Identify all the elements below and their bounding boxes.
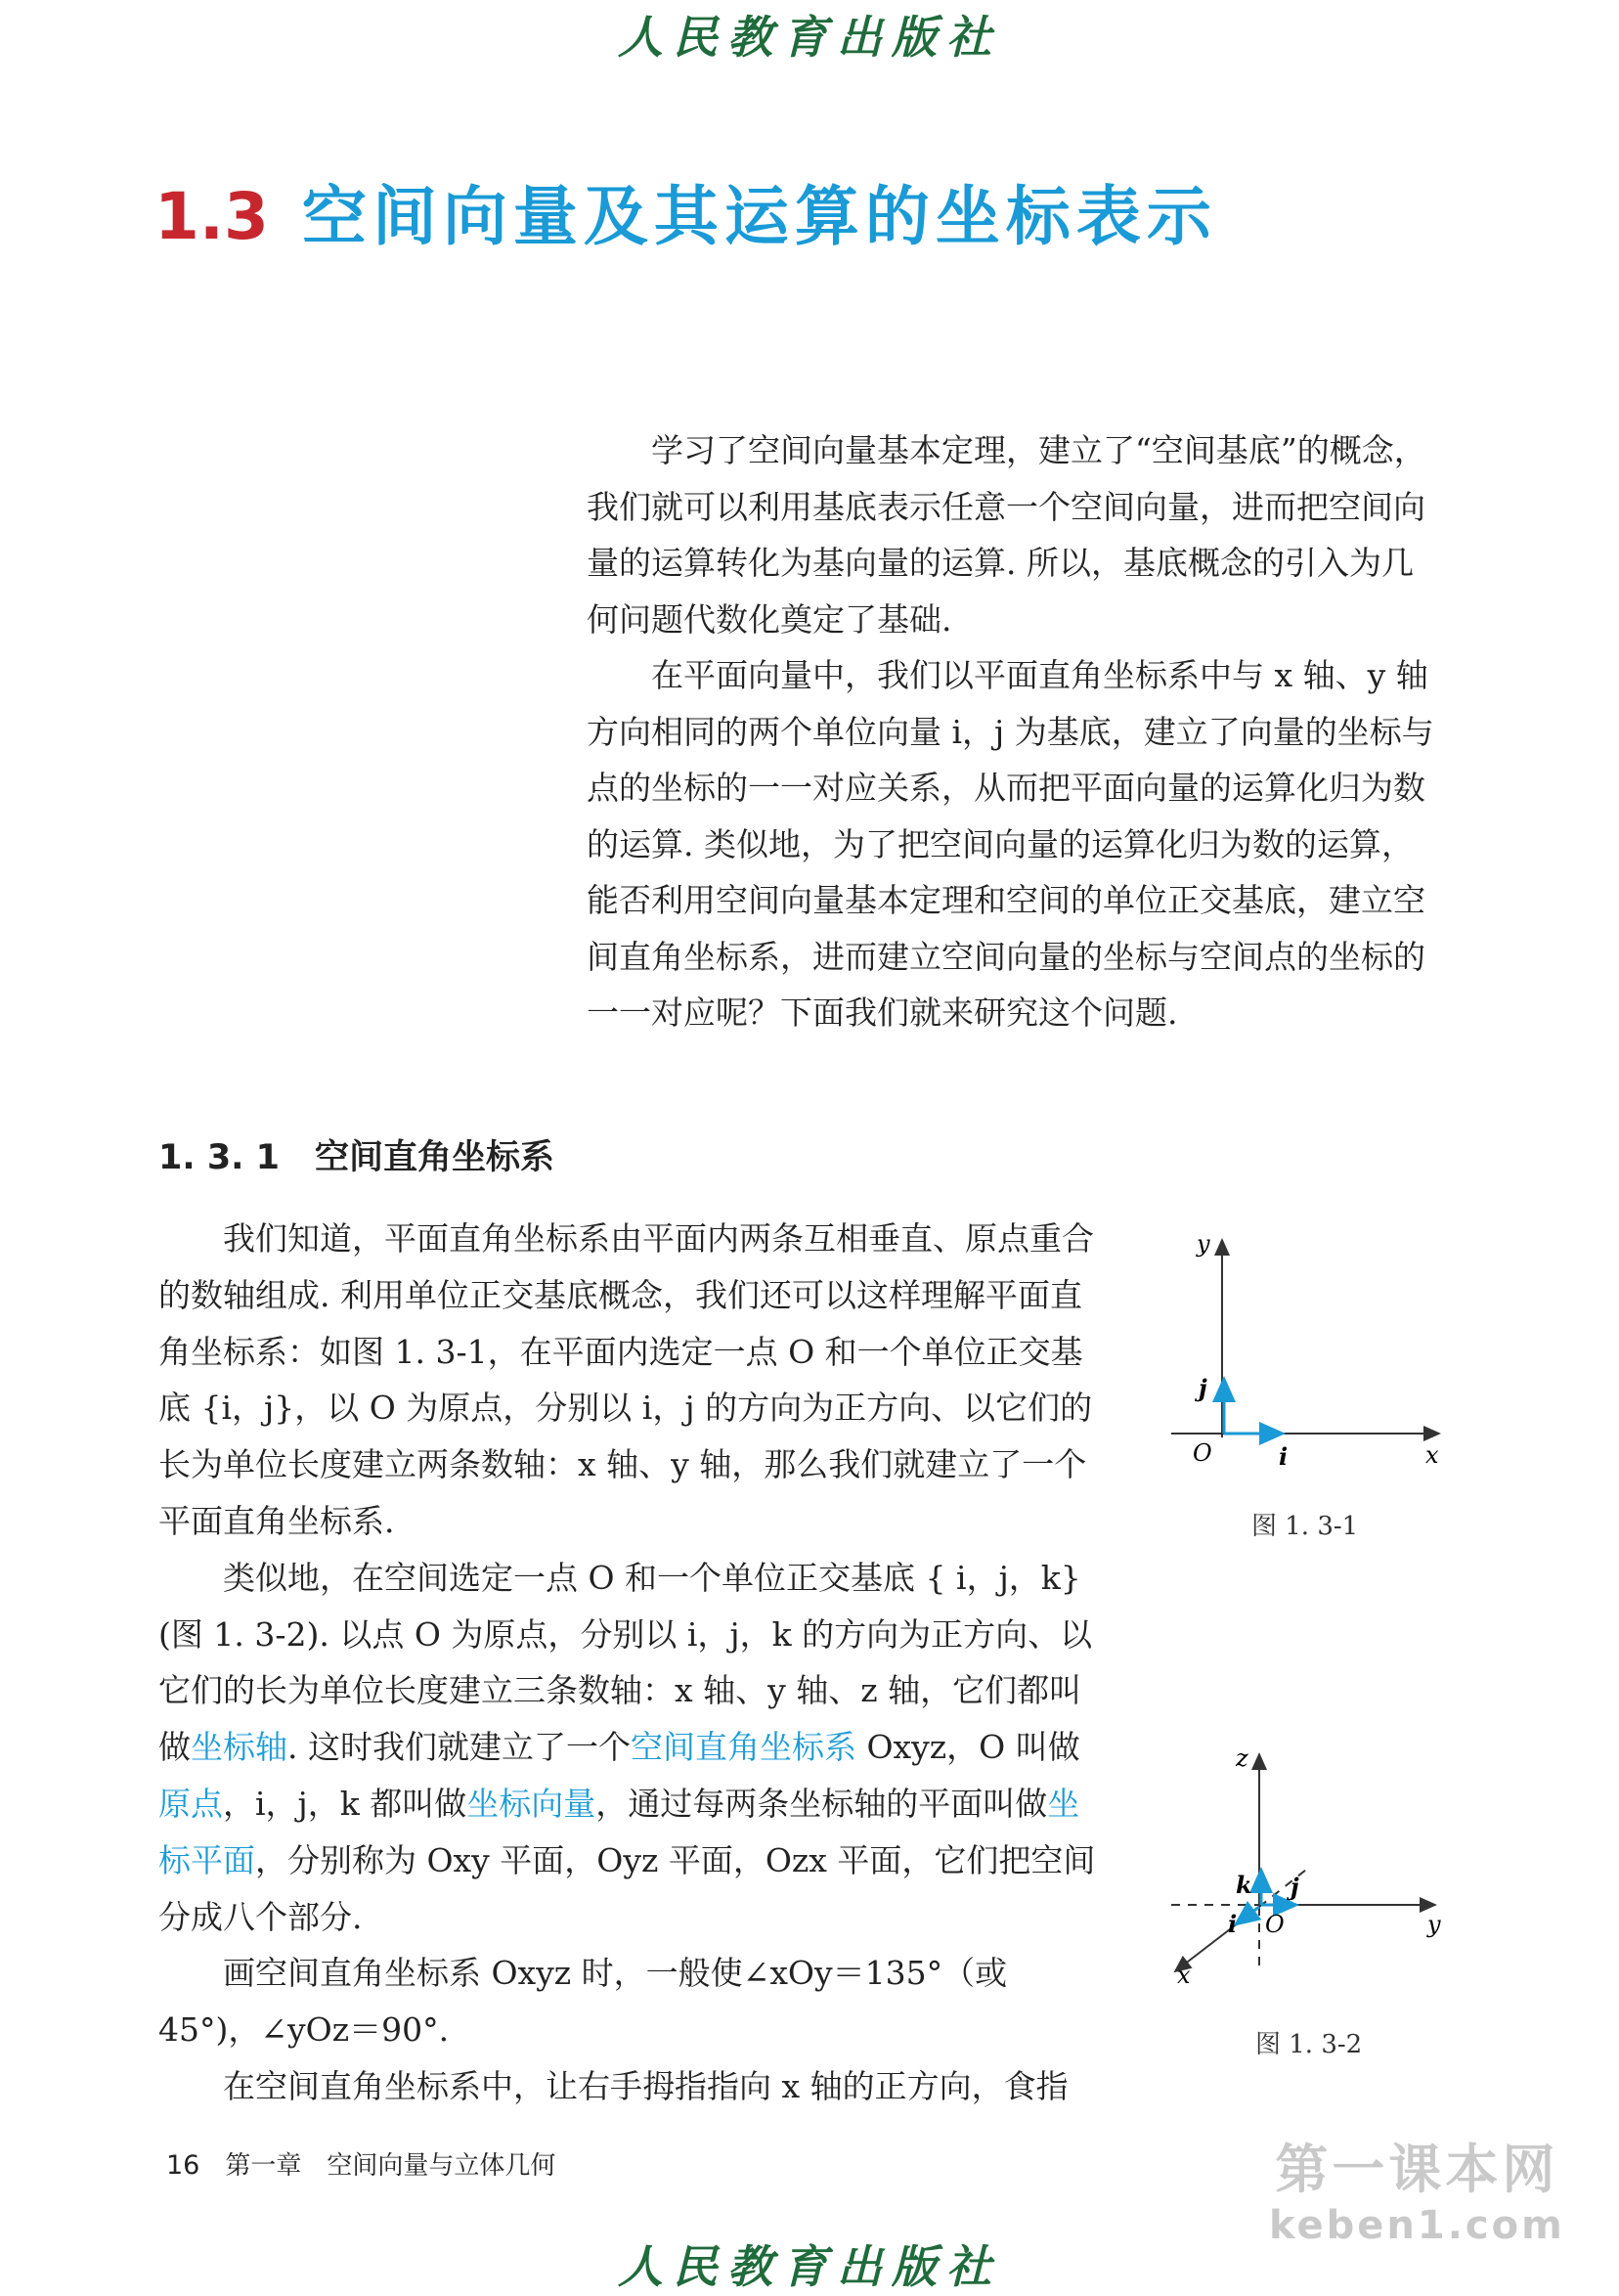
body-paragraph-3: 画空间直角坐标系 Oxyz 时，一般使∠xOy＝135°（或 45°)，∠yOz＝90°. — [158, 1954, 1008, 2050]
text-run: ，通过每两条坐标轴的平面叫做 — [595, 1784, 1048, 1823]
j-label: j — [1199, 1374, 1207, 1402]
section-number: 1.3 — [154, 179, 269, 254]
subsection-number: 1. 3. 1 — [158, 1138, 281, 1177]
figure-1-3-1 — [1154, 1222, 1457, 1541]
origin-label: O — [1193, 1439, 1212, 1467]
subsection-heading — [158, 1130, 554, 1179]
page-footer — [166, 2145, 555, 2182]
body-paragraph-2 — [158, 1550, 1109, 1946]
watermark-line-2: keben1.com — [1269, 2203, 1565, 2248]
k-label: k — [1236, 1871, 1252, 1899]
term-coordinate-axis: 坐标轴 — [191, 1728, 287, 1767]
figure-1-3-2-caption: 图 1. 3-2 — [1255, 2030, 1363, 2059]
body-block — [158, 1211, 1109, 2115]
term-coordinate-system: 空间直角坐标系 — [630, 1728, 856, 1767]
figure-1-3-2 — [1154, 1731, 1457, 2059]
watermark-line-1: 第一课本网 — [1275, 2139, 1559, 2200]
chapter-title: 第一章 空间向量与立体几何 — [225, 2151, 556, 2181]
intro-block — [587, 422, 1437, 1041]
text-run: ，分别称为 Oxy 平面，Oyz 平面，Ozx 平面，它们把空间分成八个部分. — [158, 1840, 1096, 1936]
publisher-logo-bottom: 人民教育出版社 — [618, 2240, 1001, 2293]
figure-1-3-2-diagram — [1154, 1731, 1457, 1985]
text-run: ，i，j，k 都叫做 — [223, 1784, 467, 1823]
subsection-title: 空间直角坐标系 — [315, 1138, 555, 1177]
x-axis-negative — [1259, 1870, 1306, 1907]
i-label: i — [1279, 1442, 1289, 1467]
watermark — [1269, 2128, 1565, 2248]
section-heading — [154, 164, 1217, 257]
publisher-logo-top: 人民教育出版社 — [618, 11, 1001, 64]
i-label: i — [1228, 1910, 1238, 1938]
text-run: 类似地，在空间选定一点 O 和一个单位正交基底 { i，j，k} (图 1. 3-2). 以点 O 为原点，分别以 i，j，k 的方向为正方向、以它们的长为单位长度建立三条数轴：x 轴、y 轴、z 轴，它们都叫做 — [158, 1558, 1093, 1767]
intro-paragraph-1: 学习了空间向量基本定理，建立了“空间基底”的概念，我们就可以利用基底表示任意一个空间向量，进而把空间向量的运算转化为基向量的运算. 所以，基底概念的引入为几何问题代数化奠定了基础. — [587, 431, 1426, 639]
page-number: 16 — [166, 2150, 200, 2181]
y-axis-label: y — [1427, 1911, 1441, 1938]
intro-paragraph-2: 在平面向量中，我们以平面直角坐标系中与 x 轴、y 轴方向相同的两个单位向量 i，j 为基底，建立了向量的坐标与点的坐标的一一对应关系，从而把平面向量的运算化归为数的运算. 类似地，为了把空间向量的运算化归为数的运算，能否利用空间向量基本定理和空间的单位正交基底，建立空间直角坐标系，进而建立空间向量的坐标与空间点的坐标的一一对应呢？下面我们就来研究这个问题. — [587, 656, 1434, 1032]
x-axis-label: x — [1425, 1441, 1439, 1467]
text-run: . 这时我们就建立了一个 — [287, 1728, 631, 1767]
term-coordinate-plane: 坐标平面 — [158, 1784, 1080, 1879]
z-axis-label: z — [1236, 1744, 1248, 1772]
x-axis-label: x — [1177, 1962, 1191, 1985]
unit-vector-i — [1236, 1907, 1259, 1924]
j-label: j — [1291, 1873, 1299, 1901]
y-axis-label: y — [1197, 1230, 1210, 1258]
text-run: Oxyz，O 叫做 — [855, 1728, 1080, 1767]
section-title: 空间向量及其运算的坐标表示 — [301, 179, 1217, 254]
origin-label: O — [1265, 1911, 1285, 1938]
body-paragraph-1: 我们知道，平面直角坐标系由平面内两条互相垂直、原点重合的数轴组成. 利用单位正交基底概念，我们还可以这样理解平面直角坐标系：如图 1. 3-1，在平面内选定一点 O 和一个单位正交基底 {i，j}，以 O 为原点，分别以 i，j 的方向为正方向、以它们的长为单位长度建立两条数轴：x 轴、y 轴，那么我们就建立了一个平面直角坐标系. — [158, 1219, 1094, 1540]
term-origin: 原点 — [158, 1784, 223, 1823]
term-coordinate-vector: 坐标向量 — [466, 1784, 596, 1823]
figure-1-3-1-diagram — [1154, 1222, 1457, 1467]
figure-1-3-1-caption: 图 1. 3-1 — [1251, 1512, 1359, 1541]
body-paragraph-4: 在空间直角坐标系中，让右手拇指指向 x 轴的正方向，食指 — [223, 2066, 1069, 2105]
